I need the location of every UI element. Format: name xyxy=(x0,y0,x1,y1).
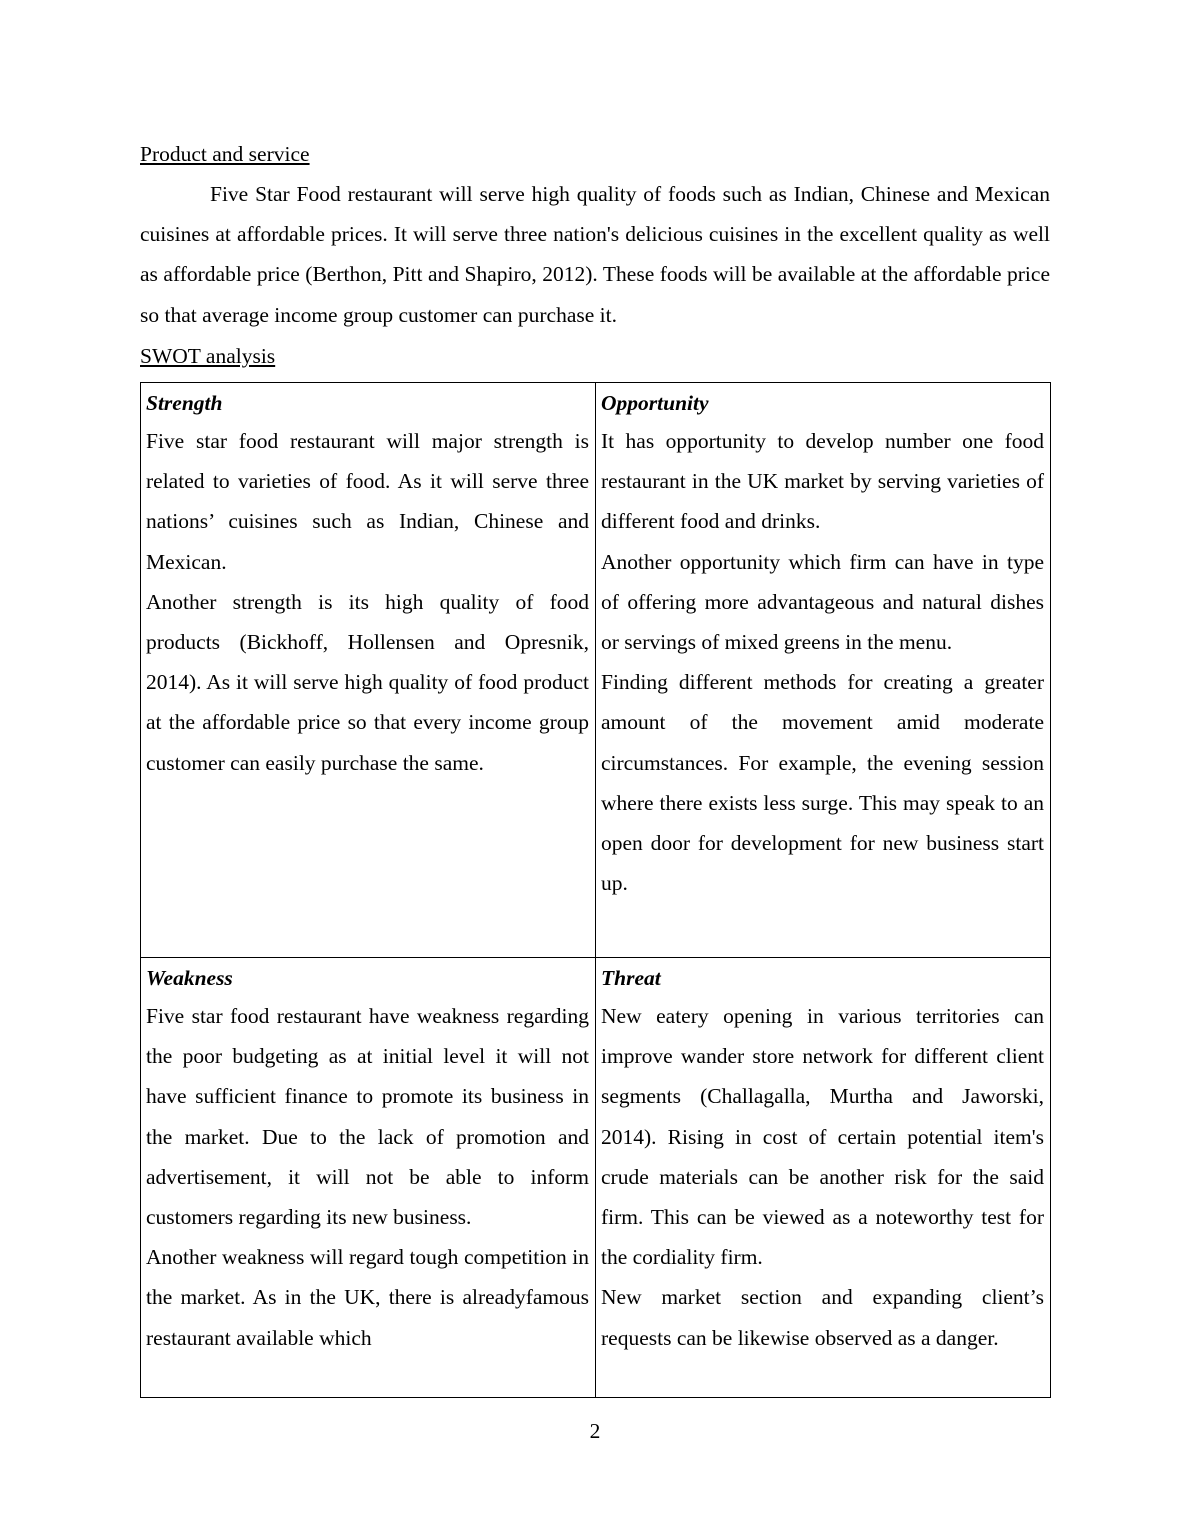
product-and-service-heading: Product and service xyxy=(140,142,310,166)
swot-row-bottom xyxy=(141,958,1051,1398)
weakness-title: Weakness xyxy=(146,966,233,990)
swot-table xyxy=(140,382,1051,1398)
swot-row-top xyxy=(141,383,1051,958)
opportunity-cell xyxy=(596,383,1051,958)
threat-paragraph-2: New market section and expanding client’s requests can be likewise observed as a danger. xyxy=(601,1285,1044,1350)
weakness-cell xyxy=(141,958,596,1398)
strength-cell xyxy=(141,383,596,958)
opportunity-paragraph-3: Finding different methods for creating a greater amount of the movement amid moderate circumstances. For example, the evening session where there exists less surge. This may speak to an open door for development for new business start up. xyxy=(601,670,1044,896)
strength-title: Strength xyxy=(146,391,223,415)
opportunity-paragraph-2: Another opportunity which firm can have in type of offering more advantageous and natural dishes or servings of mixed greens in the menu. xyxy=(601,549,1044,655)
threat-paragraph-1: New eatery opening in various territories can improve wander store network for different client segments (Challagalla, Murtha and Jaworski, 2014). Rising in cost of certain potential item's crude materials can be another risk for the said firm. This can be viewed as a noteworthy test for the cordiality firm. xyxy=(601,1004,1044,1270)
swot-analysis-heading: SWOT analysis xyxy=(140,344,276,368)
weakness-paragraph-2: Another weakness will regard tough competition in the market. As in the UK, there is alreadyfamous restaurant available which xyxy=(146,1245,589,1350)
product-and-service-paragraph: Five Star Food restaurant will serve high quality of foods such as Indian, Chinese and Mexican cuisines at affordable prices. It will serve three nation's delicious cuisines in the excellent quality as well as affordable price (Berthon, Pitt and Shapiro, 2012). These foods will be available at the affordable price so that average income group customer can purchase it. xyxy=(140,182,1050,327)
opportunity-title: Opportunity xyxy=(601,391,709,415)
opportunity-paragraph-1: It has opportunity to develop number one food restaurant in the UK market by serving varieties of different food and drinks. xyxy=(601,429,1044,534)
page-number: 2 xyxy=(589,1419,601,1443)
threat-title: Threat xyxy=(601,966,661,990)
threat-cell xyxy=(596,958,1051,1398)
strength-paragraph-2: Another strength is its high quality of food products (Bickhoff, Hollensen and Opresnik, 2014). As it will serve high quality of food product at the affordable price so that every income group customer can easily purchase the same. xyxy=(146,589,589,775)
weakness-paragraph-1: Five star food restaurant have weakness regarding the poor budgeting as at initial level it will not have sufficient finance to promote its business in the market. Due to the lack of promotion and advertisement, it will not be able to inform customers regarding its new business. xyxy=(146,1004,589,1230)
strength-paragraph-1: Five star food restaurant will major strength is related to varieties of food. As it will serve three nations’ cuisines such as Indian, Chinese and Mexican. xyxy=(146,429,589,574)
